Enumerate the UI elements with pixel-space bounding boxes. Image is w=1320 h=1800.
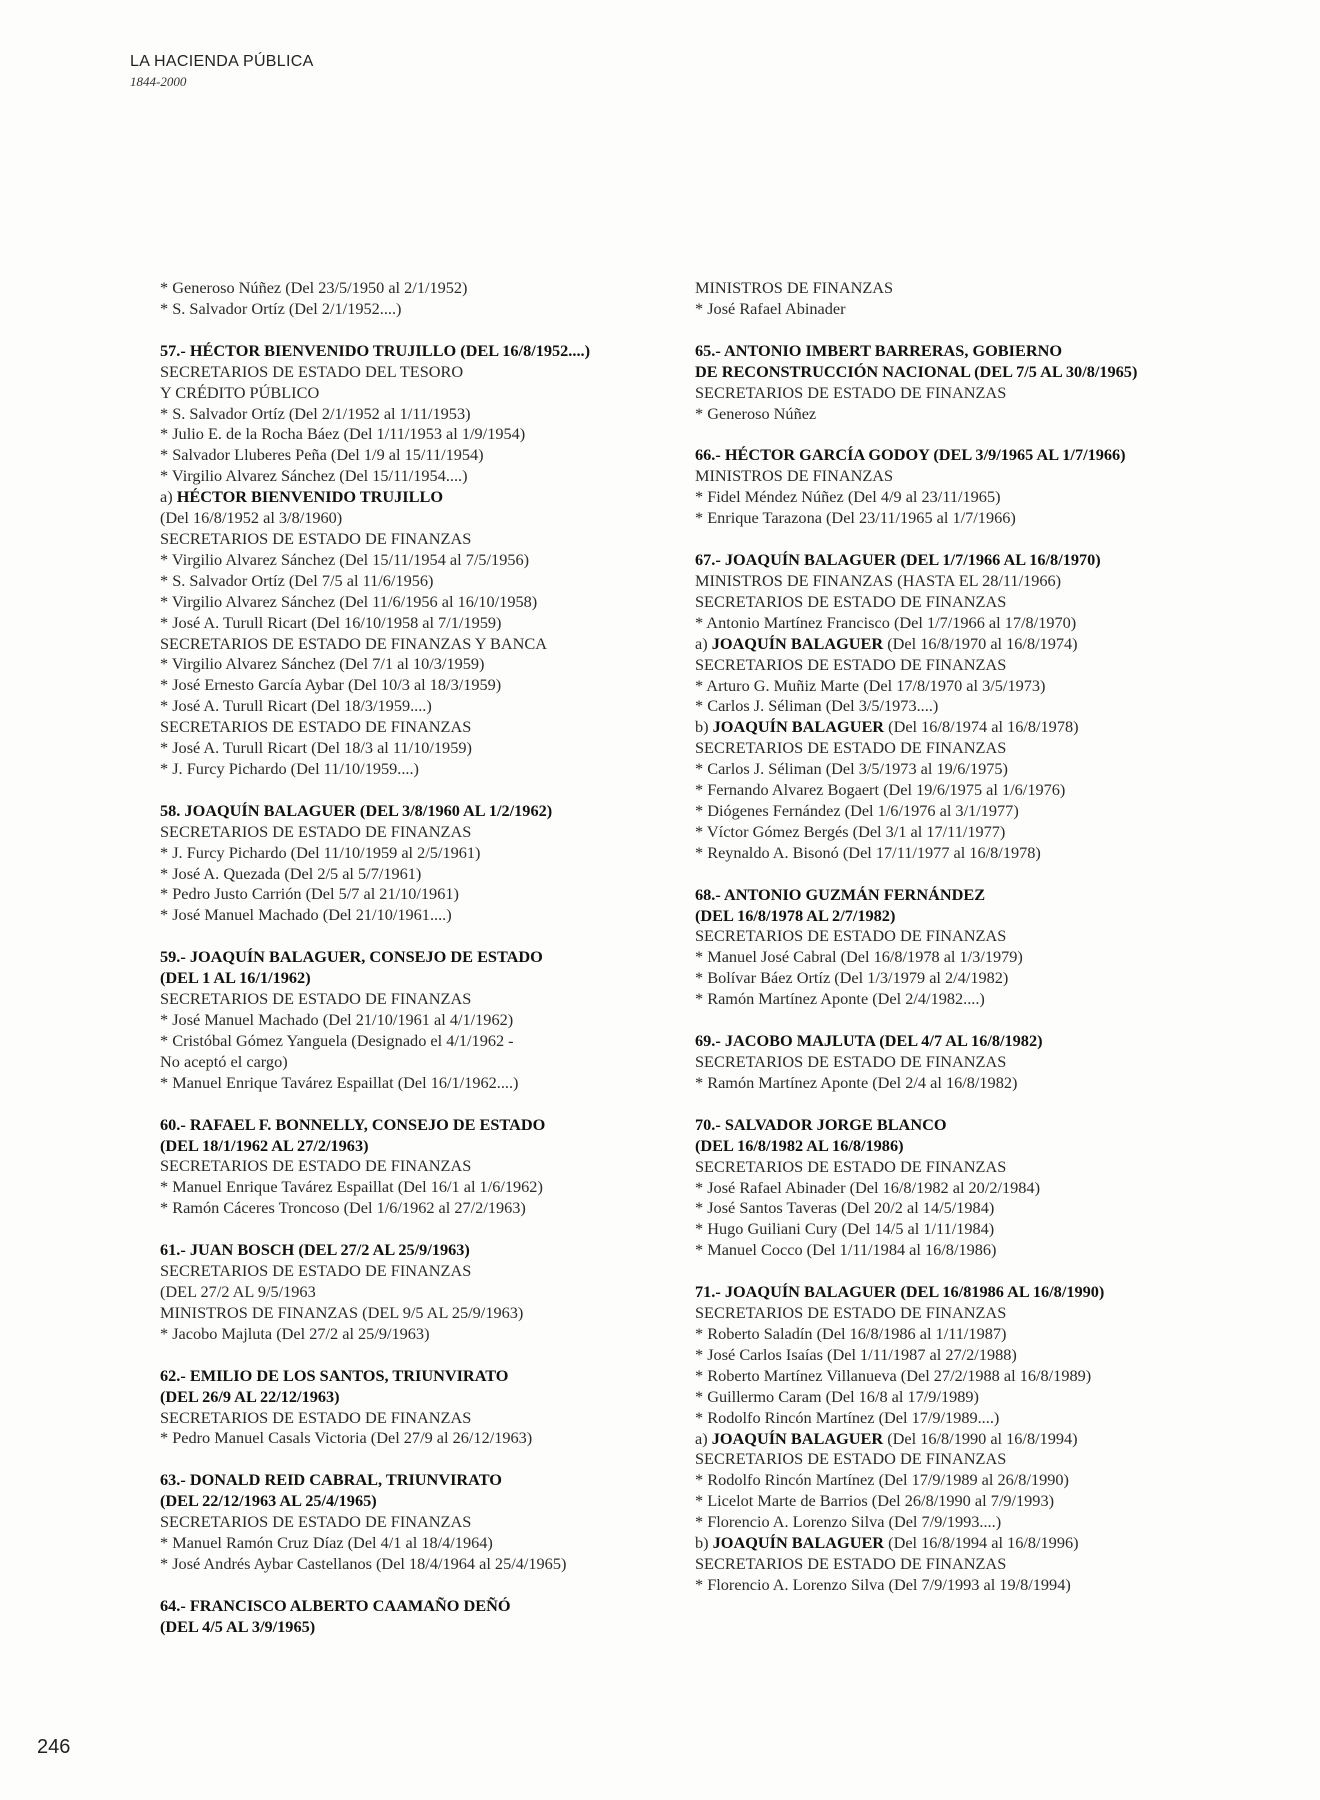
entry-line: * Licelot Marte de Barrios (Del 26/8/1990 al 7/9/1993) (695, 1491, 1055, 1511)
entry-line: (Del 16/8/1952 al 3/8/1960) (160, 508, 343, 528)
section-heading: 63.- DONALD REID CABRAL, TRIUNVIRATO (160, 1470, 502, 1490)
entry-line: * Roberto Martínez Villanueva (Del 27/2/1988 al 16/8/1989) (695, 1365, 1092, 1385)
entry-line: * Virgilio Alvarez Sánchez (Del 7/1 al 10/3/1959) (160, 654, 485, 674)
entry-line: * Cristóbal Gómez Yanguela (Designado el 4/1/1962 - (160, 1030, 514, 1050)
entry-line: SECRETARIOS DE ESTADO DE FINANZAS (160, 821, 472, 841)
government-section (695, 445, 1200, 529)
government-section (695, 1282, 1200, 1596)
entry-line: * Hugo Guiliani Cury (Del 14/5 al 1/11/1984) (695, 1219, 995, 1239)
section-heading: 71.- JOAQUÍN BALAGUER (DEL 16/81986 AL 16/8/1990) (695, 1282, 1105, 1302)
entry-line: No aceptó el cargo) (160, 1051, 288, 1071)
entry-line: (DEL 27/2 AL 9/5/1963 (160, 1281, 316, 1301)
sub-period-president: HÉCTOR BIENVENIDO TRUJILLO (176, 487, 444, 507)
entry-line: * Arturo G. Muñiz Marte (Del 17/8/1970 al 3/5/1973) (695, 675, 1046, 695)
entry-line: * Carlos J. Séliman (Del 3/5/1973 al 19/6/1975) (695, 759, 1008, 779)
government-section (160, 1470, 650, 1575)
government-section (695, 885, 1200, 1010)
government-section (160, 1115, 650, 1220)
sub-period-prefix: a) (695, 633, 712, 653)
section-heading: (DEL 4/5 AL 3/9/1965) (160, 1616, 316, 1636)
entry-line: SECRETARIOS DE ESTADO DE FINANZAS (160, 1261, 472, 1281)
sub-period-line (695, 634, 1200, 655)
entry-line: * Salvador Lluberes Peña (Del 1/9 al 15/11/1954) (160, 445, 484, 465)
entry-line: MINISTROS DE FINANZAS (695, 466, 894, 486)
entry-line: * José Rafael Abinader (695, 298, 846, 318)
entry-line: * J. Furcy Pichardo (Del 11/10/1959....) (160, 758, 419, 778)
entry-line: * José Manuel Machado (Del 21/10/1961....) (160, 905, 452, 925)
section-heading: 62.- EMILIO DE LOS SANTOS, TRIUNVIRATO (160, 1365, 509, 1385)
running-header-title: LA HACIENDA PÚBLICA (130, 53, 314, 70)
entry-line: * Florencio A. Lorenzo Silva (Del 7/9/1993....) (695, 1512, 1002, 1532)
section-heading: (DEL 22/12/1963 AL 25/4/1965) (160, 1491, 377, 1511)
section-heading: 70.- SALVADOR JORGE BLANCO (695, 1114, 947, 1134)
entry-line: * Antonio Martínez Francisco (Del 1/7/1966 al 17/8/1970) (695, 612, 1077, 632)
entry-line: SECRETARIOS DE ESTADO DE FINANZAS (695, 1449, 1007, 1469)
entry-line: SECRETARIOS DE ESTADO DE FINANZAS (695, 738, 1007, 758)
entry-line: * José Rafael Abinader (Del 16/8/1982 al 20/2/1984) (695, 1177, 1040, 1197)
government-section (695, 1031, 1200, 1094)
entry-line: MINISTROS DE FINANZAS (695, 278, 894, 297)
entry-line: * Ramón Martínez Aponte (Del 2/4 al 16/8/1982) (695, 1072, 1018, 1092)
section-heading: 68.- ANTONIO GUZMÁN FERNÁNDEZ (695, 884, 986, 904)
section-heading: 67.- JOAQUÍN BALAGUER (DEL 1/7/1966 AL 16/8/1970) (695, 550, 1101, 570)
government-section (695, 1115, 1200, 1261)
entry-line: * Enrique Tarazona (Del 23/11/1965 al 1/7/1966) (695, 508, 1016, 528)
entry-line: * Rodolfo Rincón Martínez (Del 17/9/1989....) (695, 1407, 1000, 1427)
entry-line: * Julio E. de la Rocha Báez (Del 1/11/1953 al 1/9/1954) (160, 424, 526, 444)
sub-period-prefix: b) (695, 717, 713, 737)
sub-period-line (160, 487, 650, 508)
government-section (695, 278, 1200, 320)
entry-line: * José Carlos Isaías (Del 1/11/1987 al 27/2/1988) (695, 1344, 1017, 1364)
section-heading: 57.- HÉCTOR BIENVENIDO TRUJILLO (DEL 16/8/1952....) (160, 340, 591, 360)
page-number: 246 (37, 1736, 71, 1758)
section-heading: (DEL 16/8/1978 AL 2/7/1982) (695, 905, 896, 925)
entry-line: * José Manuel Machado (Del 21/10/1961 al 4/1/1962) (160, 1010, 514, 1029)
sub-period-president: JOAQUÍN BALAGUER (711, 1428, 884, 1448)
sub-period-prefix: b) (695, 1533, 713, 1553)
section-heading: (DEL 1 AL 16/1/1962) (160, 968, 311, 988)
entry-line: * José A. Quezada (Del 2/5 al 5/7/1961) (160, 863, 422, 883)
government-section (160, 341, 650, 780)
entry-line: * Ramón Martínez Aponte (Del 2/4/1982....) (695, 989, 985, 1009)
entry-line: * Manuel Enrique Tavárez Espaillat (Del 16/1/1962....) (160, 1072, 519, 1092)
entry-line: * José A. Turull Ricart (Del 18/3 al 11/10/1959) (160, 738, 472, 758)
entry-line: SECRETARIOS DE ESTADO DE FINANZAS (160, 1407, 472, 1427)
entry-line: SECRETARIOS DE ESTADO DE FINANZAS (695, 382, 1007, 402)
entry-line: * S. Salvador Ortíz (Del 2/1/1952 al 1/11/1953) (160, 403, 471, 423)
entry-line: * Virgilio Alvarez Sánchez (Del 15/11/1954 al 7/5/1956) (160, 549, 530, 569)
left-column (160, 278, 650, 1659)
government-section (160, 1240, 650, 1345)
government-section (160, 947, 650, 1093)
section-heading: (DEL 26/9 AL 22/12/1963) (160, 1386, 340, 1406)
section-heading: 66.- HÉCTOR GARCÍA GODOY (DEL 3/9/1965 AL 1/7/1966) (695, 445, 1126, 465)
sub-period-prefix: a) (695, 1428, 712, 1448)
section-heading: (DEL 18/1/1962 AL 27/2/1963) (160, 1135, 369, 1155)
sub-period-line (695, 717, 1200, 738)
entry-line: * Manuel Cocco (Del 1/11/1984 al 16/8/1986) (695, 1240, 997, 1260)
entry-line: * Manuel José Cabral (Del 16/8/1978 al 1/3/1979) (695, 947, 1023, 967)
entry-line: * Ramón Cáceres Troncoso (Del 1/6/1962 al 27/2/1963) (160, 1198, 526, 1218)
government-section (160, 1596, 650, 1638)
entry-line: SECRETARIOS DE ESTADO DE FINANZAS (695, 654, 1007, 674)
government-section (695, 550, 1200, 864)
sub-period-line (695, 1429, 1200, 1450)
entry-line: SECRETARIOS DE ESTADO DE FINANZAS (160, 1512, 472, 1532)
entry-line: SECRETARIOS DE ESTADO DE FINANZAS (695, 1303, 1007, 1323)
entry-line: MINISTROS DE FINANZAS (DEL 9/5 AL 25/9/1963) (160, 1302, 524, 1322)
entry-line: * Virgilio Alvarez Sánchez (Del 15/11/1954....) (160, 466, 468, 486)
sub-period-dates: (Del 16/8/1974 al 16/8/1978) (884, 717, 1079, 737)
section-heading: DE RECONSTRUCCIÓN NACIONAL (DEL 7/5 AL 30/8/1965) (695, 361, 1138, 381)
entry-line: * Florencio A. Lorenzo Silva (Del 7/9/1993 al 19/8/1994) (695, 1574, 1071, 1594)
entry-line: * José Andrés Aybar Castellanos (Del 18/4/1964 al 25/4/1965) (160, 1553, 567, 1573)
government-section (160, 1366, 650, 1450)
entry-line: SECRETARIOS DE ESTADO DE FINANZAS (695, 1156, 1007, 1176)
entry-line: SECRETARIOS DE ESTADO DE FINANZAS (695, 926, 1007, 946)
entry-line: * José Ernesto García Aybar (Del 10/3 al 18/3/1959) (160, 675, 502, 695)
entry-line: * Generoso Núñez (Del 23/5/1950 al 2/1/1952) (160, 278, 468, 297)
entry-line: * Fernando Alvarez Bogaert (Del 19/6/1975 al 1/6/1976) (695, 780, 1066, 800)
entry-line: * Guillermo Caram (Del 16/8 al 17/9/1989) (695, 1386, 979, 1406)
section-heading: 69.- JACOBO MAJLUTA (DEL 4/7 AL 16/8/1982) (695, 1031, 1043, 1051)
entry-line: SECRETARIOS DE ESTADO DEL TESORO (160, 361, 464, 381)
entry-line: SECRETARIOS DE ESTADO DE FINANZAS (160, 989, 472, 1009)
section-heading: 65.- ANTONIO IMBERT BARRERAS, GOBIERNO (695, 340, 1063, 360)
entry-line: * Fidel Méndez Núñez (Del 4/9 al 23/11/1965) (695, 487, 1001, 507)
entry-line: * Carlos J. Séliman (Del 3/5/1973....) (695, 696, 939, 716)
section-heading: 60.- RAFAEL F. BONNELLY, CONSEJO DE ESTADO (160, 1114, 546, 1134)
entry-line: SECRETARIOS DE ESTADO DE FINANZAS (695, 591, 1007, 611)
entry-line: * S. Salvador Ortíz (Del 7/5 al 11/6/1956) (160, 570, 434, 590)
entry-line: * Pedro Manuel Casals Victoria (Del 27/9 al 26/12/1963) (160, 1428, 533, 1448)
entry-line: * Jacobo Majluta (Del 27/2 al 25/9/1963) (160, 1323, 430, 1343)
entry-line: * Víctor Gómez Bergés (Del 3/1 al 17/11/1977) (695, 821, 1006, 841)
sub-period-president: JOAQUÍN BALAGUER (711, 633, 884, 653)
government-section (160, 278, 650, 320)
entry-line: * Reynaldo A. Bisonó (Del 17/11/1977 al 16/8/1978) (695, 842, 1041, 862)
entry-line: * Manuel Enrique Tavárez Espaillat (Del 16/1 al 1/6/1962) (160, 1177, 543, 1197)
entry-line: * José A. Turull Ricart (Del 18/3/1959....) (160, 696, 432, 716)
sub-period-dates: (Del 16/8/1994 al 16/8/1996) (884, 1533, 1079, 1553)
entry-line: * Generoso Núñez (695, 403, 817, 423)
sub-period-president: JOAQUÍN BALAGUER (712, 1533, 885, 1553)
entry-line: * Manuel Ramón Cruz Díaz (Del 4/1 al 18/4/1964) (160, 1533, 493, 1553)
right-column (695, 278, 1200, 1617)
sub-period-prefix: a) (160, 487, 177, 507)
entry-line: MINISTROS DE FINANZAS (HASTA EL 28/11/1966) (695, 570, 1062, 590)
entry-line: * José A. Turull Ricart (Del 16/10/1958 al 7/1/1959) (160, 612, 502, 632)
entry-line: * José Santos Taveras (Del 20/2 al 14/5/1984) (695, 1198, 995, 1218)
entry-line: * Rodolfo Rincón Martínez (Del 17/9/1989 al 26/8/1990) (695, 1470, 1069, 1490)
running-header-years: 1844-2000 (130, 74, 187, 89)
entry-line: * Diógenes Fernández (Del 1/6/1976 al 3/1/1977) (695, 800, 1019, 820)
entry-line: SECRETARIOS DE ESTADO DE FINANZAS (695, 1553, 1007, 1573)
section-heading: 61.- JUAN BOSCH (DEL 27/2 AL 25/9/1963) (160, 1240, 470, 1260)
entry-line: Y CRÉDITO PÚBLICO (160, 382, 320, 402)
government-section (695, 341, 1200, 425)
section-heading: 64.- FRANCISCO ALBERTO CAAMAÑO DEÑÓ (160, 1595, 511, 1615)
entry-line: * Pedro Justo Carrión (Del 5/7 al 21/10/1961) (160, 884, 459, 904)
sub-period-dates: (Del 16/8/1990 al 16/8/1994) (883, 1428, 1078, 1448)
sub-period-line (695, 1533, 1200, 1554)
sub-period-president: JOAQUÍN BALAGUER (712, 717, 885, 737)
entry-line: * Bolívar Báez Ortíz (Del 1/3/1979 al 2/4/1982) (695, 968, 1009, 988)
entry-line: * J. Furcy Pichardo (Del 11/10/1959 al 2/5/1961) (160, 842, 481, 862)
entry-line: SECRETARIOS DE ESTADO DE FINANZAS (695, 1052, 1007, 1071)
section-heading: 58. JOAQUÍN BALAGUER (DEL 3/8/1960 AL 1/2/1962) (160, 800, 553, 820)
section-heading: 59.- JOAQUÍN BALAGUER, CONSEJO DE ESTADO (160, 947, 543, 967)
entry-line: * S. Salvador Ortíz (Del 2/1/1952....) (160, 298, 402, 318)
sub-period-dates: (Del 16/8/1970 al 16/8/1974) (883, 633, 1078, 653)
section-heading: (DEL 16/8/1982 AL 16/8/1986) (695, 1135, 904, 1155)
entry-line: SECRETARIOS DE ESTADO DE FINANZAS Y BANCA (160, 633, 547, 653)
government-section (160, 801, 650, 926)
entry-line: SECRETARIOS DE ESTADO DE FINANZAS (160, 1156, 472, 1176)
entry-line: * Virgilio Alvarez Sánchez (Del 11/6/1956 al 16/10/1958) (160, 591, 538, 611)
entry-line: SECRETARIOS DE ESTADO DE FINANZAS (160, 717, 472, 737)
entry-line: SECRETARIOS DE ESTADO DE FINANZAS (160, 528, 472, 548)
entry-line: * Roberto Saladín (Del 16/8/1986 al 1/11/1987) (695, 1323, 1007, 1343)
